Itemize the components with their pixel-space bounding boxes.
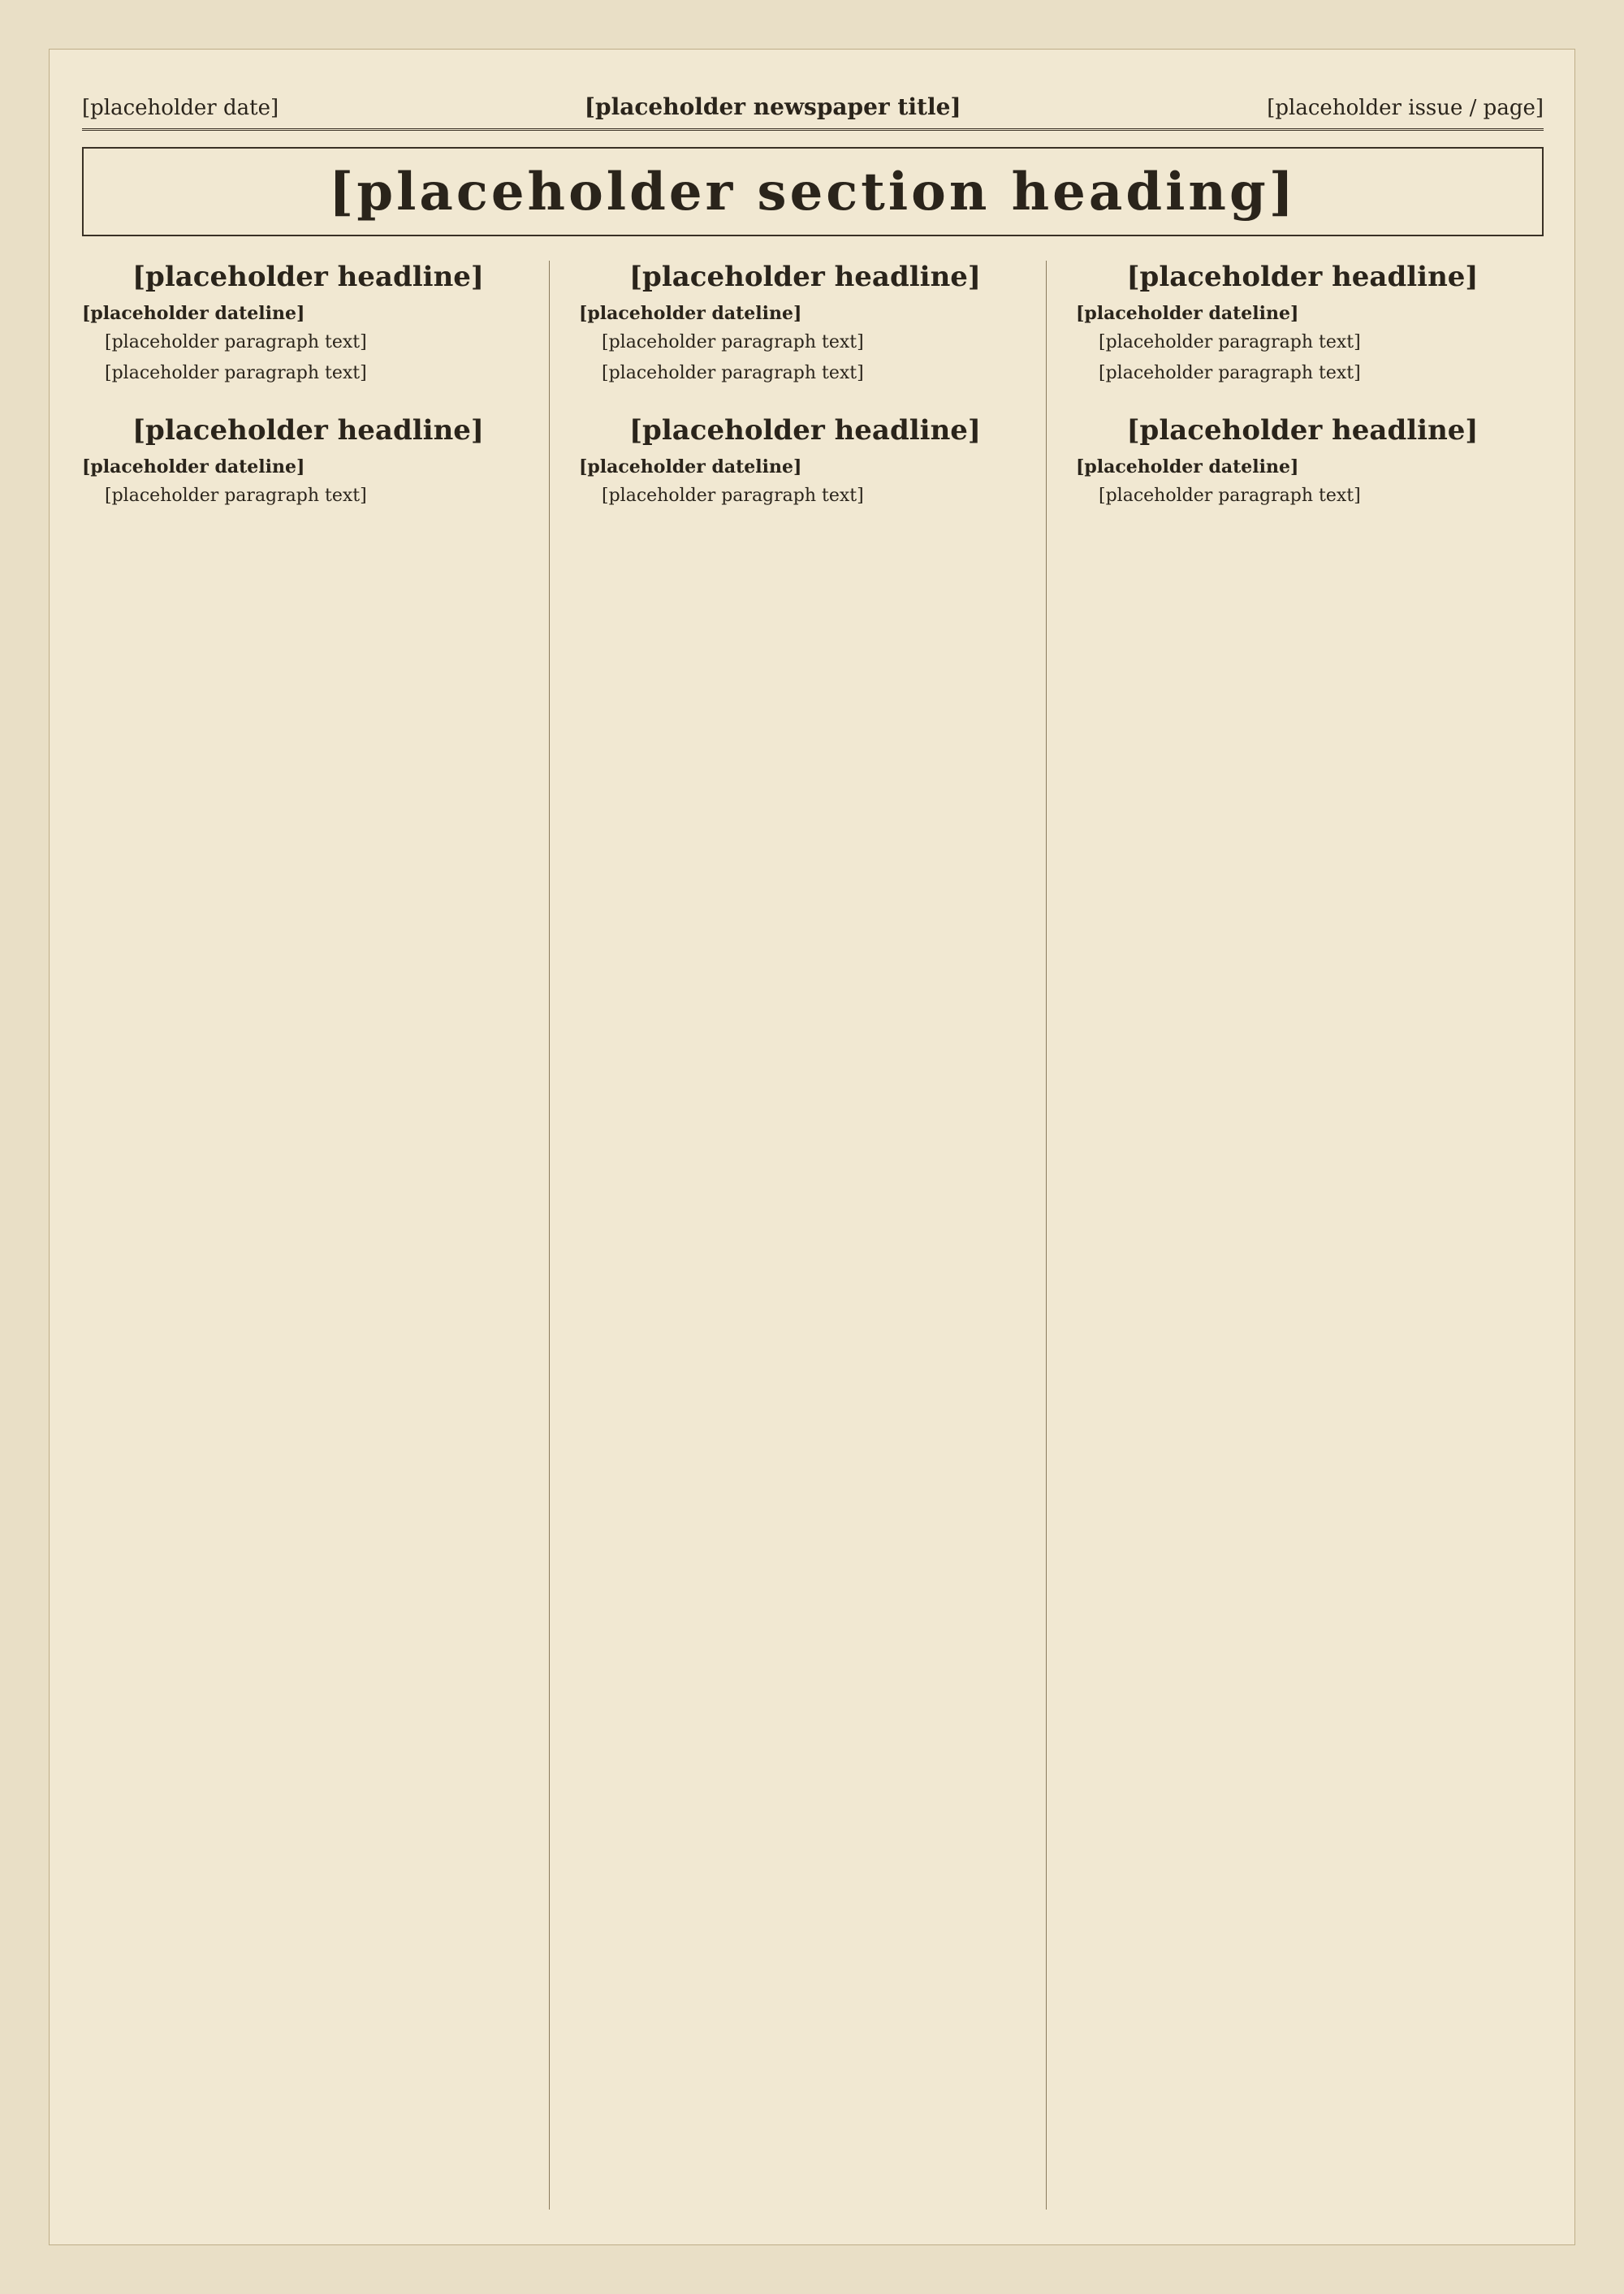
newspaper-page bbox=[49, 49, 1575, 2245]
article-paragraph: [placeholder paragraph text] bbox=[1099, 485, 1361, 506]
article-headline: [placeholder headline] bbox=[132, 261, 485, 293]
article bbox=[579, 414, 1031, 508]
article bbox=[1076, 414, 1529, 508]
masthead bbox=[82, 74, 1544, 131]
article-dateline: [placeholder dateline] bbox=[1076, 456, 1299, 477]
article-paragraph: [placeholder paragraph text] bbox=[1099, 332, 1361, 352]
article-headline: [placeholder headline] bbox=[628, 413, 982, 447]
article-paragraph: [placeholder paragraph text] bbox=[602, 485, 864, 506]
masthead-title: [placeholder newspaper title] bbox=[584, 93, 961, 120]
column-2 bbox=[579, 261, 1047, 2210]
article-columns bbox=[82, 261, 1544, 2210]
article-paragraph: [placeholder paragraph text] bbox=[105, 332, 367, 352]
article-dateline: [placeholder dateline] bbox=[1076, 303, 1299, 324]
article-headline: [placeholder headline] bbox=[628, 261, 982, 293]
article-dateline: [placeholder dateline] bbox=[82, 456, 305, 477]
column-1 bbox=[82, 261, 550, 2210]
article-paragraph: [placeholder paragraph text] bbox=[1099, 363, 1361, 384]
article bbox=[1076, 261, 1529, 387]
section-title: [placeholder section heading] bbox=[329, 161, 1297, 222]
article bbox=[579, 261, 1031, 387]
article-headline: [placeholder headline] bbox=[1126, 413, 1479, 447]
article-dateline: [placeholder dateline] bbox=[82, 303, 305, 324]
article-headline: [placeholder headline] bbox=[1126, 261, 1479, 293]
section-banner bbox=[82, 147, 1544, 236]
article-paragraph: [placeholder paragraph text] bbox=[105, 485, 367, 506]
article-paragraph: [placeholder paragraph text] bbox=[602, 332, 864, 352]
masthead-date: [placeholder date] bbox=[82, 96, 279, 120]
article-paragraph: [placeholder paragraph text] bbox=[105, 363, 367, 384]
column-3 bbox=[1076, 261, 1544, 2210]
article-paragraph: [placeholder paragraph text] bbox=[602, 363, 864, 384]
article-headline: [placeholder headline] bbox=[132, 413, 485, 447]
masthead-page-number: [placeholder issue / page] bbox=[1267, 96, 1544, 120]
article bbox=[82, 414, 534, 508]
article bbox=[82, 261, 534, 387]
article-dateline: [placeholder dateline] bbox=[579, 303, 802, 324]
article-dateline: [placeholder dateline] bbox=[579, 456, 802, 477]
